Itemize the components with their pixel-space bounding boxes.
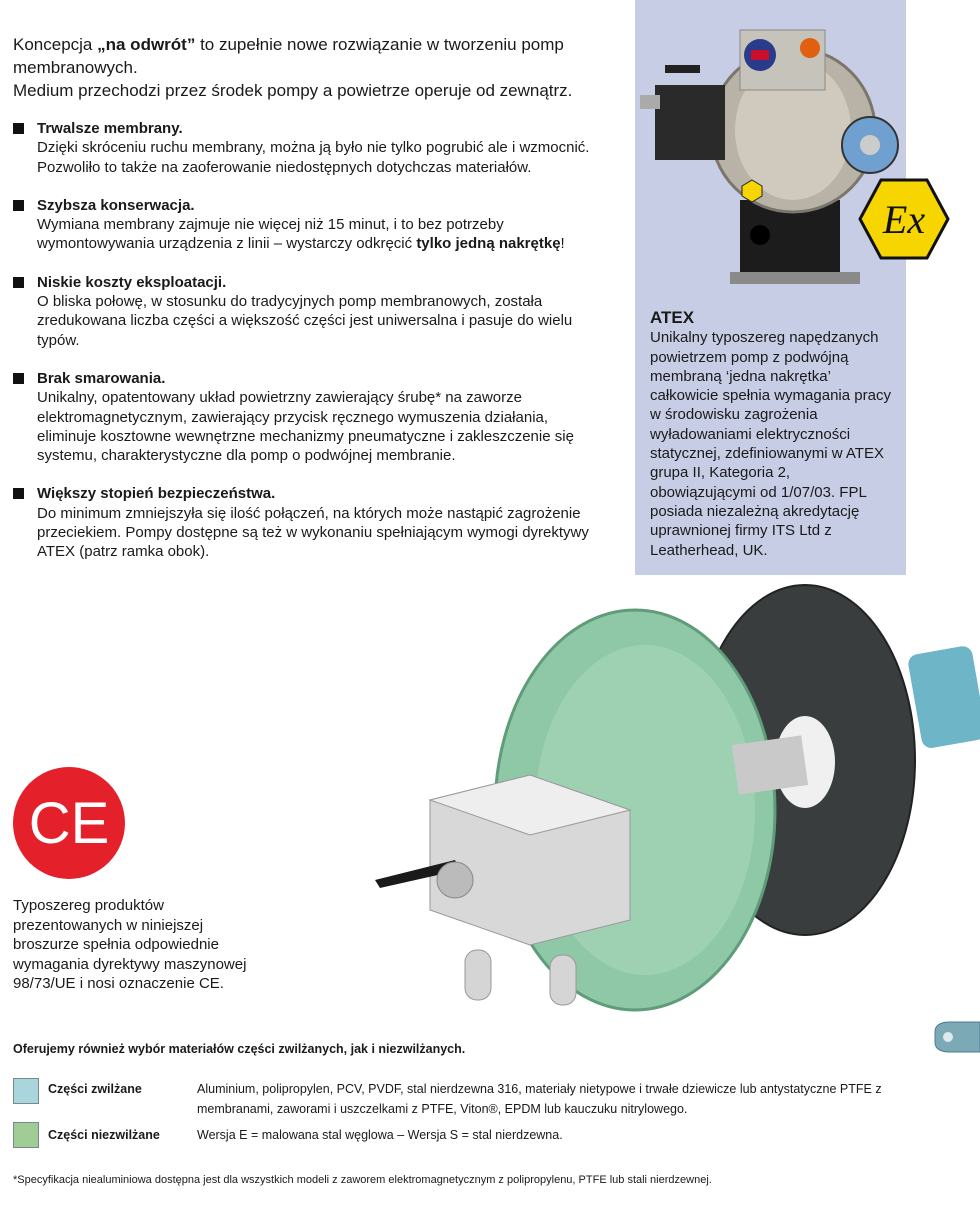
feature-title: Większy stopień bezpieczeństwa.: [37, 485, 276, 503]
atex-title: ATEX: [650, 308, 695, 327]
atex-description: Unikalny typoszereg napędzanych powietrzem pomp z podwójną membraną ‘jedna nakrętka’ całkowicie spełnia wymagania pracy w środowisku zagrożenia wyładowaniami elektryczności statycznej, zdefiniowanymi w ATEX grupa II, Kategoria 2, obowiązującymi od 1/07/03. FPL posiada niezależną akredytację uprawnionej firmy ITS Ltd z Leatherhead, UK.: [650, 329, 891, 559]
materials-heading: Oferujemy również wybór materiałów części zwilżanych, jak i niezwilżanych.: [13, 1042, 466, 1056]
wetted-swatch: [13, 1078, 39, 1104]
feature-text: O bliska połowę, w stosunku do tradycyjnych pomp membranowych, została zredukowana liczba części a większość części jest uniwersalna i pasuje do wielu typów.: [37, 293, 573, 349]
feature-text: Wymiana membrany zajmuje nie więcej niż 15 minut, i to bez potrzeby wymontowywania urządzenia z linii – wystarczy odkręcić: [37, 216, 504, 253]
pump-bracket-image: [930, 1012, 980, 1062]
intro-line-2: Medium przechodzi przez środek pompy a powietrze operuje od zewnątrz.: [13, 81, 573, 100]
legend-label: Części zwilżane: [48, 1082, 142, 1096]
feature-item: [13, 369, 603, 465]
ce-mark-label: CE: [28, 791, 110, 856]
feature-text: Do minimum zmniejszyła się ilość połączeń, na których może nastąpić zagrożenie przeciekiem. Pompy dostępne są też w wykonaniu spełniającym wymogi dyrektywy ATEX (patrz ramka obok).: [37, 504, 589, 561]
ex-mark-icon: [858, 178, 950, 260]
feature-title: Niskie koszty eksploatacji.: [37, 273, 227, 291]
feature-text: Dzięki skróceniu ruchu membrany, można ją było nie tylko pogrubić ale i wzmocnić. Pozwoliło to także na zaoferowanie niedostępnych dotychczas materiałów.: [37, 139, 590, 176]
legend-label: Części niezwilżane: [48, 1128, 160, 1142]
intro-line-1: Koncepcja „na odwrót” to zupełnie nowe rozwiązanie w tworzeniu pomp membranowych.: [13, 35, 564, 77]
bullet-square-icon: [13, 200, 24, 211]
bullet-square-icon: [13, 373, 24, 384]
intro: [13, 33, 613, 102]
membrane-illustration: [360, 580, 980, 1020]
feature-list: [13, 119, 603, 581]
atex-text-block: [650, 308, 900, 560]
bullet-square-icon: [13, 123, 24, 134]
feature-item: [13, 119, 603, 177]
feature-item: [13, 196, 603, 254]
ex-mark-label: Ex: [882, 197, 926, 242]
bullet-square-icon: [13, 488, 24, 499]
feature-title: Szybsza konserwacja.: [37, 196, 195, 214]
feature-title: Brak smarowania.: [37, 369, 166, 387]
feature-item: [13, 484, 603, 561]
legend-description: Aluminium, polipropylen, PCV, PVDF, stal nierdzewna 316, materiały nietypowe i trwałe dziewicze lub antystatyczne PTFE z membranami, zaworami i uszczelkami z PTFE, Viton®, EPDM lub kauczuku nitrylowego.: [197, 1082, 882, 1116]
feature-title: Trwalsze membrany.: [37, 120, 183, 137]
legend-description: Wersja E = malowana stal węglowa – Wersja S = stal nierdzewna.: [197, 1128, 563, 1142]
feature-text-end: !: [560, 235, 565, 253]
feature-text: Unikalny, opatentowany układ powietrzny zawierający śrubę* na zaworze elektromagnetycznym, zawierający przycisk ręcznego wymuszenia działania, eliminuje kosztowne wewnętrzne mechanizmy pneumatyczne i zakleszczenie się systemu, charakterystyczne dla pomp o podwójnej membranie.: [37, 389, 574, 465]
feature-text-bold: tylko jedną nakrętkę: [416, 235, 561, 253]
ce-description: Typoszereg produktów prezentowanych w niniejszej broszurze spełnia odpowiednie wymagania dyrektywy maszynowej 98/73/UE i nosi oznaczenie CE.: [13, 897, 247, 992]
footnote: *Specyfikacja niealuminiowa dostępna jest dla wszystkich modeli z zaworem elektromagnetycznym z polipropylenu, PTFE lub stali nierdzewnej.: [13, 1174, 712, 1186]
ce-mark-icon: [13, 767, 125, 879]
nonwetted-swatch: [13, 1122, 39, 1148]
feature-item: [13, 273, 603, 350]
bullet-square-icon: [13, 277, 24, 288]
